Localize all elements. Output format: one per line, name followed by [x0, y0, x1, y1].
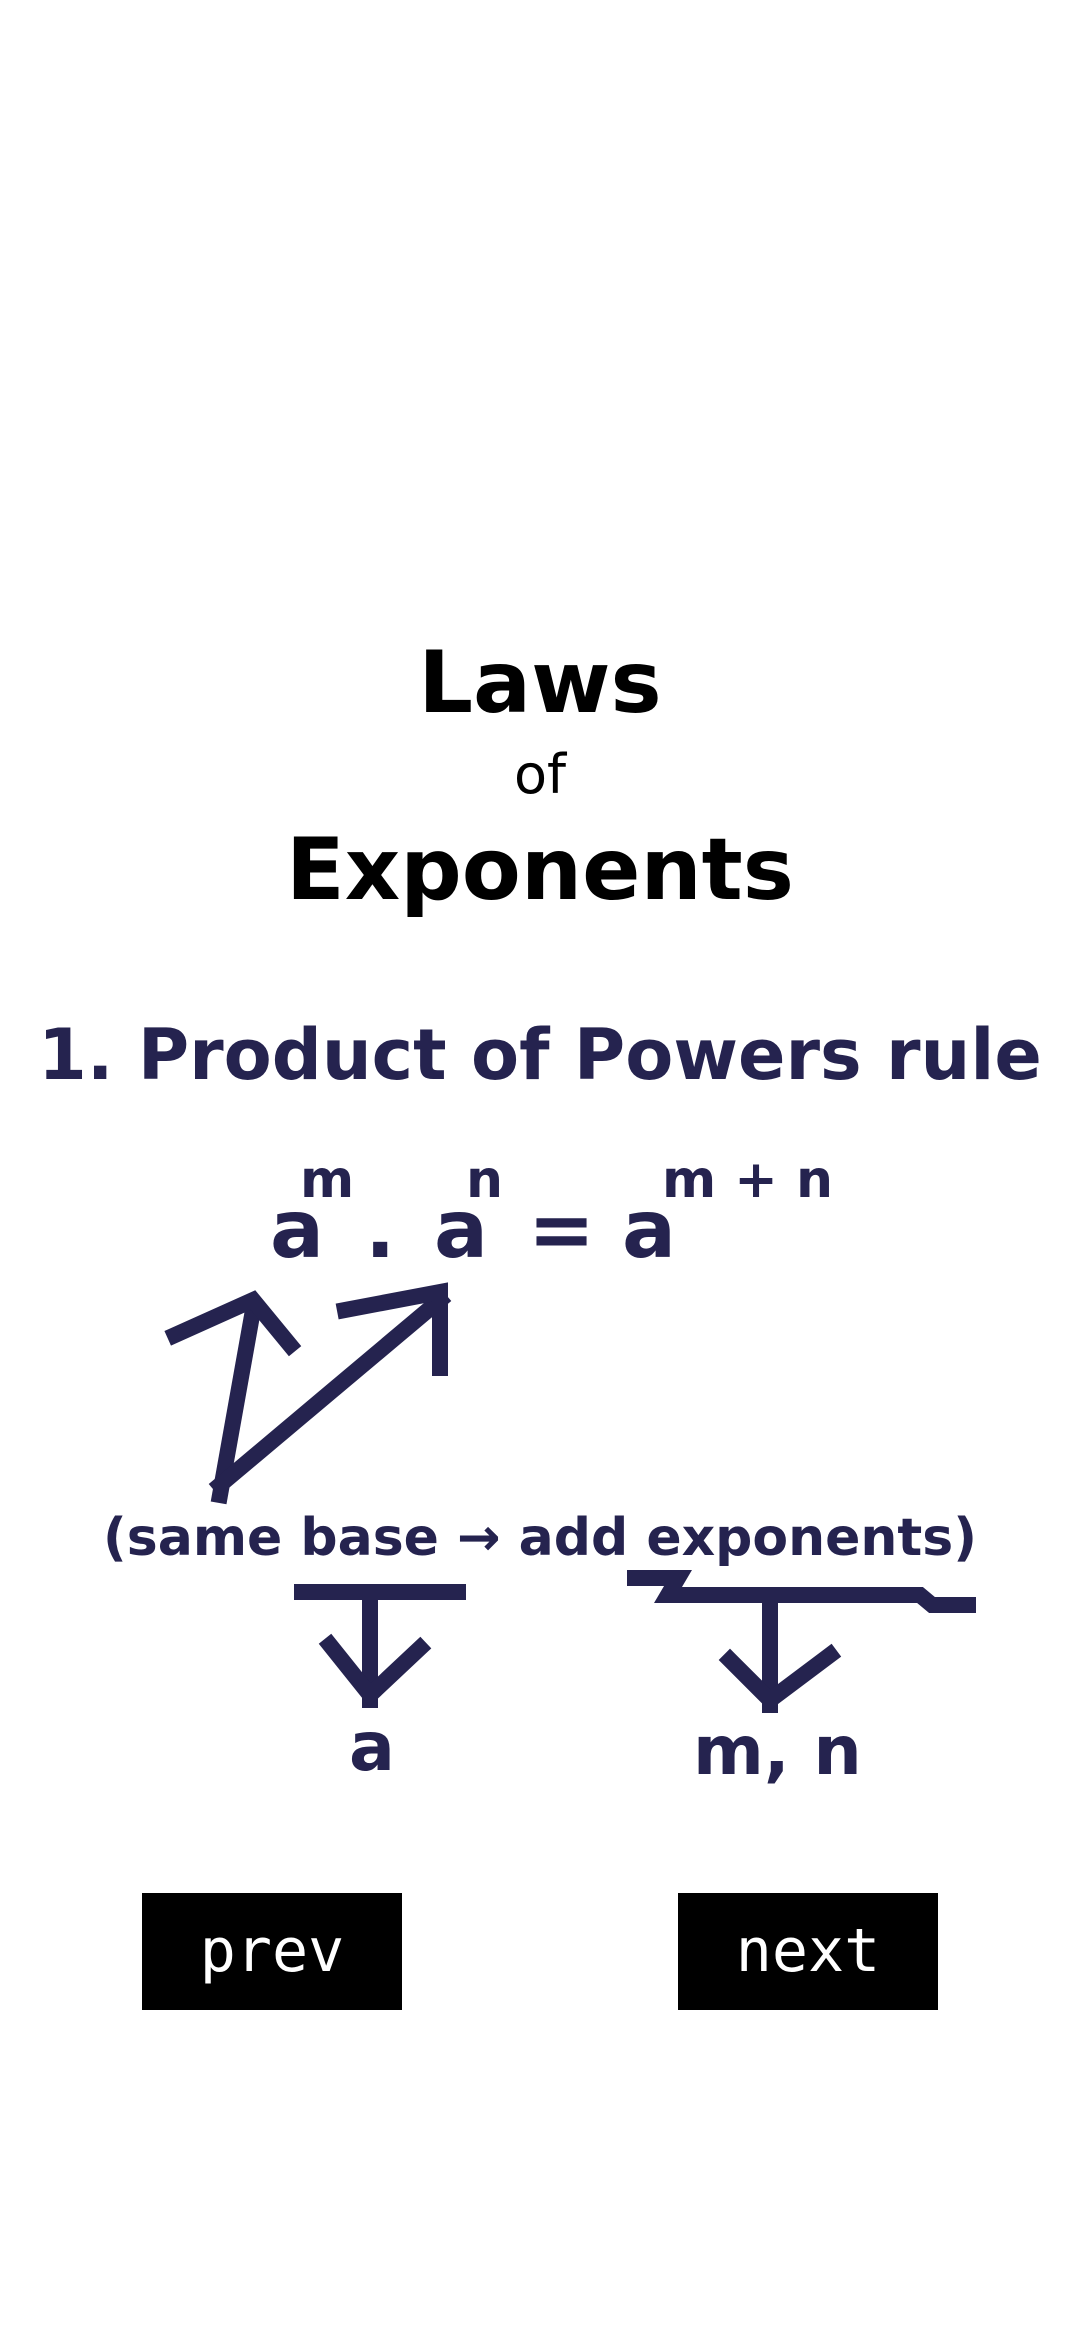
formula-base-mid: a: [434, 1183, 488, 1276]
formula-dot: .: [365, 1183, 396, 1276]
title-exponents: Exponents: [286, 820, 794, 920]
rule-heading: 1. Product of Powers rule: [38, 1014, 1042, 1096]
bracket-exponents-icon: [635, 1578, 968, 1605]
formula-exponent-left: m: [300, 1150, 355, 1210]
arrow-head-left-icon: [175, 1300, 290, 1345]
prev-button[interactable]: prev: [142, 1893, 402, 2010]
result-base: a: [349, 1708, 395, 1787]
title-of: of: [513, 743, 567, 806]
formula-base-left: a: [270, 1183, 324, 1276]
formula-exponent-mid: n: [466, 1150, 504, 1210]
formula-equals: =: [528, 1183, 596, 1276]
title-laws: Laws: [418, 633, 662, 733]
next-button[interactable]: next: [678, 1893, 938, 2010]
rule-note: (same base → add exponents): [103, 1508, 977, 1568]
down-arrowhead-exponents-icon: [730, 1655, 830, 1700]
formula-exponent-right: m + n: [662, 1150, 833, 1210]
formula-base-right: a: [622, 1183, 676, 1276]
result-exponents: m, n: [693, 1712, 862, 1791]
